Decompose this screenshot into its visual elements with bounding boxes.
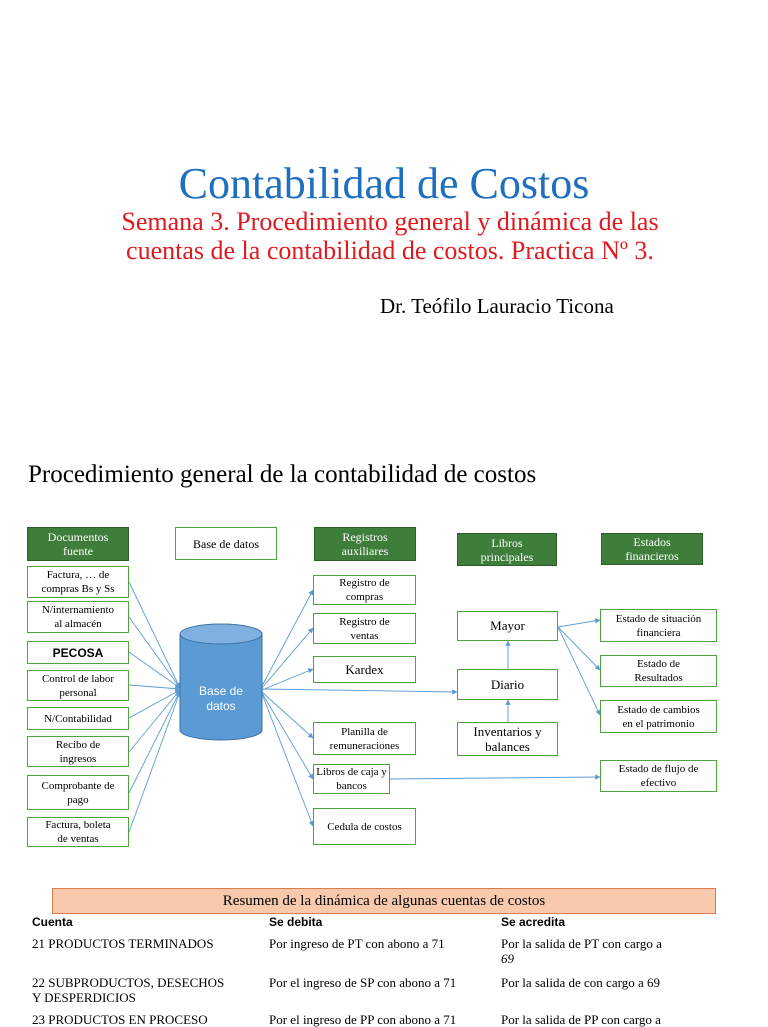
header-documentos-fuente: Documentos fuente xyxy=(27,527,129,561)
reg-libros-caja-bancos: Libros de caja y bancos xyxy=(313,764,390,794)
libro-inventarios-balances: Inventarios y balances xyxy=(457,722,558,756)
summary-title: Resumen de la dinámica de algunas cuentas de costos xyxy=(52,888,716,914)
arrow-est-2 xyxy=(558,627,600,670)
estado-resultados: Estado de Resultados xyxy=(600,655,717,687)
table-row-2-acredita: Por la salida de con cargo a 69 xyxy=(501,975,660,990)
doc-factura-compras: Factura, … de compras Bs y Ss xyxy=(27,566,129,598)
table-row-1-debita: Por ingreso de PT con abono a 71 xyxy=(269,936,445,951)
doc-factura-boleta-ventas: Factura, boleta de ventas xyxy=(27,817,129,847)
doc-control-labor: Control de labor personal xyxy=(27,670,129,701)
subtitle-line-1: Semana 3. Procedimiento general y dinámica de las xyxy=(121,207,659,236)
arrow-db-diario xyxy=(262,689,457,692)
doc-comprobante-pago: Comprobante de pago xyxy=(27,775,129,810)
reg-planilla-remuneraciones: Planilla de remuneraciones xyxy=(313,722,416,755)
arrow-est-1 xyxy=(558,620,600,627)
arrow-reg-1 xyxy=(262,590,313,686)
estado-cambios-patrimonio: Estado de cambios en el patrimonio xyxy=(600,700,717,733)
doc-recibo-ingresos: Recibo de ingresos xyxy=(27,736,129,767)
reg-registro-compras: Registro de compras xyxy=(313,575,416,605)
header-libros-principales: Libros principales xyxy=(457,533,557,566)
table-row-3-cuenta: 23 PRODUCTOS EN PROCESO xyxy=(32,1012,208,1027)
table-row-3-debita: Por el ingreso de PP con abono a 71 xyxy=(269,1012,457,1027)
database-label: Base de datos xyxy=(198,684,244,713)
table-row-2-debita: Por el ingreso de SP con abono a 71 xyxy=(269,975,457,990)
subtitle-line-2: cuentas de la contabilidad de costos. Practica Nº 3. xyxy=(126,236,654,265)
page-title: Contabilidad de Costos xyxy=(178,159,590,208)
arrow-doc-3 xyxy=(129,652,180,688)
arrow-doc-2 xyxy=(129,617,180,688)
database-icon xyxy=(180,624,262,740)
header-estados-financieros: Estados financieros xyxy=(601,533,703,565)
arrow-doc-4 xyxy=(129,685,180,689)
doc-n-internamiento: N/internamiento al almacén xyxy=(27,601,129,633)
col-header-se-debita: Se debita xyxy=(269,915,323,929)
estado-situacion-financiera: Estado de situación financiera xyxy=(600,609,717,642)
table-row-3-acredita: Por la salida de PP con cargo a xyxy=(501,1012,661,1027)
arrow-doc-1 xyxy=(129,582,180,688)
author-name: Dr. Teófilo Lauracio Ticona xyxy=(380,294,614,318)
doc-n-contabilidad: N/Contabilidad xyxy=(27,707,129,730)
header-base-de-datos: Base de datos xyxy=(175,527,277,560)
header-registros-auxiliares: Registros auxiliares xyxy=(314,527,416,561)
arrow-doc-8 xyxy=(129,692,180,832)
reg-cedula-costos: Cedula de costos xyxy=(313,808,416,845)
reg-registro-ventas: Registro de ventas xyxy=(313,613,416,644)
arrow-est-3 xyxy=(558,627,600,715)
arrow-flujo xyxy=(390,777,600,779)
col-header-cuenta: Cuenta xyxy=(32,915,73,929)
estado-flujo-efectivo: Estado de flujo de efectivo xyxy=(600,760,717,792)
table-row-1-acredita: Por la salida de PT con cargo a 69 xyxy=(501,936,662,966)
section-title: Procedimiento general de la contabilidad de costos xyxy=(28,461,537,488)
arrow-reg-5 xyxy=(262,693,313,779)
col-header-se-acredita: Se acredita xyxy=(501,915,566,929)
doc-pecosa: PECOSA xyxy=(27,641,129,664)
reg-kardex: Kardex xyxy=(313,656,416,683)
libro-diario: Diario xyxy=(457,669,558,700)
arrow-reg-2 xyxy=(262,628,313,688)
table-row-2-cuenta: 22 SUBPRODUCTOS, DESECHOS Y DESPERDICIOS xyxy=(32,975,225,1005)
arrow-reg-6 xyxy=(262,694,313,826)
table-row-1-cuenta: 21 PRODUCTOS TERMINADOS xyxy=(32,936,214,951)
libro-mayor: Mayor xyxy=(457,611,558,641)
